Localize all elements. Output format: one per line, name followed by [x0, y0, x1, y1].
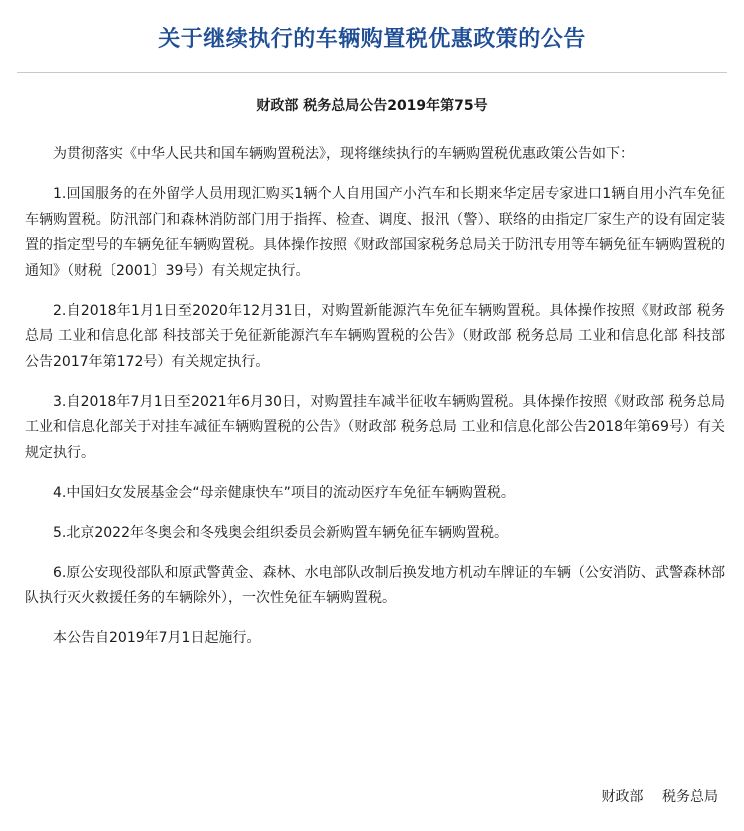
- document-number: 财政部 税务总局公告2019年第75号: [256, 98, 488, 114]
- intro-paragraph: 为贯彻落实《中华人民共和国车辆购置税法》，现将继续执行的车辆购置税优惠政策公告如下：: [53, 146, 634, 162]
- issuer-state-taxation-administration: 税务总局: [662, 789, 718, 805]
- policy-item-6: 6.原公安现役部队和原武警黄金、森林、水电部队改制后换发地方机动车牌证的车辆（公安消防、武警森林部队执行灭火救援任务的车辆除外），一次性免征车辆购置税。: [25, 564, 725, 606]
- announcement-body: [25, 142, 725, 666]
- page-title: 关于继续执行的车辆购置税优惠政策的公告: [158, 26, 586, 52]
- issuer-ministry-of-finance: 财政部: [601, 789, 644, 805]
- effective-date-paragraph: 本公告自2019年7月1日起施行。: [53, 630, 261, 646]
- signature-block: [602, 787, 718, 807]
- policy-item-5: 5.北京2022年冬奥会和冬残奥会组织委员会新购置车辆免征车辆购置税。: [53, 524, 508, 541]
- title-divider: [17, 72, 727, 73]
- policy-item-4: 4.中国妇女发展基金会“母亲健康快车”项目的流动医疗车免征车辆购置税。: [53, 484, 515, 501]
- policy-item-1: 1.回国服务的在外留学人员用现汇购买1辆个人自用国产小汽车和长期来华定居专家进口1辆自用小汽车免征车辆购置税。防汛部门和森林消防部门用于指挥、检查、调度、报汛（警）、联络的由指定厂家生产的设有固定装置的指定型号的车辆免征车辆购置税。具体操作按照《财政部国家税务总局关于防汛专用等车辆免征车辆购置税的通知》（财税〔2001〕39号）有关规定执行。: [25, 186, 725, 279]
- policy-item-3: 3.自2018年7月1日至2021年6月30日，对购置挂车减半征收车辆购置税。具体操作按照《财政部 税务总局 工业和信息化部关于对挂车减征车辆购置税的公告》（财政部 税务总局 工业和信息化部公告2018年第69号）有关规定执行。: [25, 393, 725, 461]
- policy-item-2: 2.自2018年1月1日至2020年12月31日，对购置新能源汽车免征车辆购置税。具体操作按照《财政部 税务总局 工业和信息化部 科技部关于免征新能源汽车车辆购置税的公告》（财政部 税务总局 工业和信息化部 科技部公告2017年第172号）有关规定执行。: [25, 302, 725, 370]
